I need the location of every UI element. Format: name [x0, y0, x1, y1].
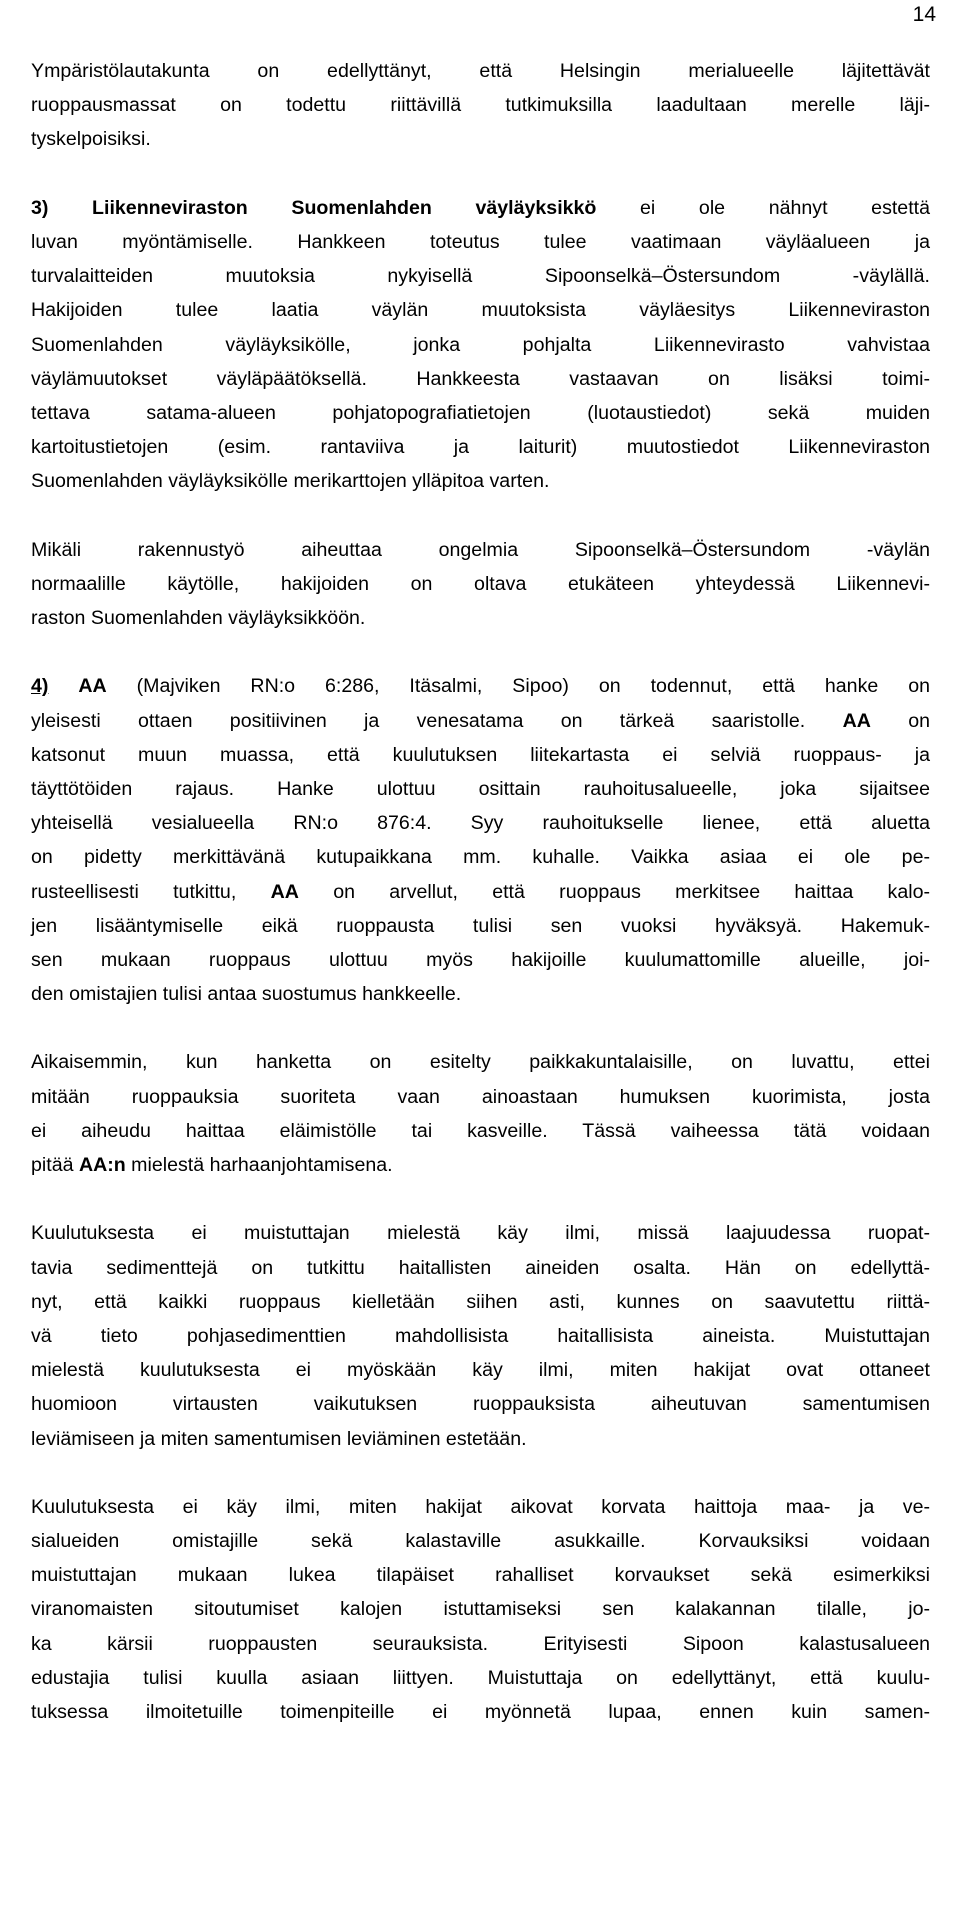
- text-segment: Ympäristölautakunta on edellyttänyt, että Helsingin merialueelle läjitettävät: [31, 60, 930, 82]
- text-line: [31, 54, 930, 88]
- text-segment: ei aiheudu haittaa eläimistölle tai kasveille. Tässä vaiheessa tätä voidaan: [31, 1119, 930, 1142]
- text-segment: [48, 675, 78, 697]
- text-segment: tettava satama-alueen pohjatopografiatietojen (luotaustiedot) sekä muiden: [31, 401, 930, 424]
- text-line: [31, 328, 930, 362]
- text-line: [31, 772, 930, 806]
- text-line: [31, 1080, 930, 1114]
- text-segment: on: [870, 709, 930, 732]
- text-line: [31, 1490, 930, 1524]
- text-line: [31, 396, 930, 430]
- text-segment: muistuttajan mukaan lukea tilapäiset rahalliset korvaukset sekä esimerkiksi: [31, 1564, 930, 1587]
- text-line: [31, 1045, 930, 1079]
- paragraph: [31, 191, 930, 499]
- paragraph: [31, 533, 930, 636]
- text-segment: den omistajien tulisi antaa suostumus hankkeelle.: [31, 983, 462, 1006]
- text-line: [31, 806, 930, 840]
- text-line: [31, 1319, 930, 1353]
- text-segment: on arvellut, että ruoppaus merkitsee haittaa kalo-: [298, 880, 931, 903]
- text-segment: leviämiseen ja miten samentumisen leviäminen estetään.: [31, 1427, 527, 1450]
- text-line: [31, 259, 930, 293]
- text-segment: tavia sedimenttejä on tutkittu haitallisten aineiden osalta. Hän on edellyttä-: [31, 1256, 930, 1279]
- text-line: [31, 704, 930, 738]
- text-line: [31, 1661, 930, 1695]
- text-line: [31, 1422, 930, 1456]
- text-segment: viranomaisten sitoutumiset kalojen istuttamiseksi sen kalakannan tilalle, jo-: [31, 1598, 930, 1621]
- text-segment: mitään ruoppauksia suoriteta vaan ainoastaan humuksen kuorimista, josta: [31, 1085, 930, 1108]
- text-line: [31, 1285, 930, 1319]
- text-segment: (Majviken RN:o 6:286, Itäsalmi, Sipoo) on todennut, että hanke on: [106, 675, 930, 698]
- text-segment: Suomenlahden väyläyksikölle, jonka pohjalta Liikennevirasto vahvistaa: [31, 333, 930, 356]
- text-line: [31, 1558, 930, 1592]
- page-number: 14: [912, 3, 936, 26]
- text-segment: väylämuutokset väyläpäätöksellä. Hankkeesta vastaavan on lisäksi toimi-: [31, 367, 930, 390]
- text-segment: yhteisellä vesialueella RN:o 876:4. Syy rauhoitukselle lienee, että aluetta: [31, 812, 930, 835]
- text-segment: vä tieto pohjasedimenttien mahdollisista haitallisista aineista. Muistuttajan: [31, 1324, 930, 1347]
- bold-text: AA: [270, 880, 299, 903]
- text-segment: ruoppausmassat on todettu riittävillä tutkimuksilla laadultaan merelle läji-: [31, 94, 930, 117]
- bold-text: 4): [31, 675, 49, 698]
- text-segment: Hakijoiden tulee laatia väylän muutoksista väyläesitys Liikenneviraston: [31, 299, 930, 322]
- text-line: [31, 1627, 930, 1661]
- text-segment: täyttötöiden rajaus. Hanke ulottuu osittain rauhoitusalueelle, joka sijaitsee: [31, 777, 930, 800]
- text-segment: tuksessa ilmoitetuille toimenpiteille ei myönnetä lupaa, ennen kuin samen-: [31, 1701, 930, 1723]
- text-segment: ka kärsii ruoppausten seurauksista. Erityisesti Sipoon kalastusalueen: [31, 1632, 930, 1655]
- text-segment: mielestä harhaanjohtamisena.: [125, 1154, 393, 1176]
- text-segment: raston Suomenlahden väyläyksikköön.: [31, 607, 366, 629]
- text-line: [31, 362, 930, 396]
- text-line: [31, 1524, 930, 1558]
- text-segment: turvalaitteiden muutoksia nykyisellä Sipoonselkä–Östersundom -väylällä.: [31, 265, 930, 288]
- text-segment: normaalille käytölle, hakijoiden on oltava etukäteen yhteydessä Liikennevi-: [31, 572, 930, 595]
- text-line: [31, 840, 930, 874]
- text-segment: nyt, että kaikki ruoppaus kielletään siihen asti, kunnes on saavutettu riittä-: [31, 1290, 930, 1313]
- text-segment: rusteellisesti tutkittu,: [31, 880, 271, 903]
- text-line: [31, 191, 930, 225]
- bold-text: AA: [842, 709, 871, 732]
- text-line: [31, 1216, 930, 1250]
- text-segment: Mikäli rakennustyö aiheuttaa ongelmia Sipoonselkä–Östersundom -väylän: [31, 538, 930, 561]
- text-line: [31, 533, 930, 567]
- text-segment: Kuulutuksesta ei muistuttajan mielestä käy ilmi, missä laajuudessa ruopat-: [31, 1222, 930, 1245]
- text-line: [31, 225, 930, 259]
- text-line: [31, 1353, 930, 1387]
- paragraph: [31, 1490, 930, 1729]
- text-segment: jen lisääntymiselle eikä ruoppausta tulisi sen vuoksi hyväksyä. Hakemuk-: [31, 914, 930, 937]
- text-segment: on pidetty merkittävänä kutupaikkana mm. kuhalle. Vaikka asiaa ei ole pe-: [31, 846, 930, 869]
- text-line: [31, 1251, 930, 1285]
- text-segment: luvan myöntämiselle. Hankkeen toteutus tulee vaatimaan väyläalueen ja: [31, 230, 930, 253]
- text-line: [31, 1114, 930, 1148]
- text-segment: Kuulutuksesta ei käy ilmi, miten hakijat aikovat korvata haittoja maa- ja ve-: [31, 1495, 930, 1518]
- text-line: [31, 738, 930, 772]
- text-segment: sen mukaan ruoppaus ulottuu myös hakijoille kuulumattomille alueille, joi-: [31, 948, 930, 971]
- text-segment: pitää: [31, 1154, 79, 1176]
- text-line: [31, 464, 930, 498]
- bold-text: 3) Liikenneviraston Suomenlahden väyläyksikkö: [31, 196, 597, 219]
- text-segment: tyskelpoisiksi.: [31, 128, 151, 151]
- paragraph: [31, 1216, 930, 1455]
- document-body: [31, 54, 930, 1729]
- text-line: [31, 293, 930, 327]
- text-segment: yleisesti ottaen positiivinen ja venesatama on tärkeä saaristolle.: [31, 709, 843, 732]
- paragraph: [31, 669, 930, 1011]
- text-line: [31, 567, 930, 601]
- text-line: [31, 601, 930, 635]
- text-segment: sialueiden omistajille sekä kalastaville asukkaille. Korvauksiksi voidaan: [31, 1530, 930, 1553]
- text-segment: edustajia tulisi kuulla asiaan liittyen. Muistuttaja on edellyttänyt, että kuulu-: [31, 1666, 930, 1689]
- text-segment: kartoitustietojen (esim. rantaviiva ja laiturit) muutostiedot Liikenneviraston: [31, 436, 930, 459]
- text-line: [31, 669, 930, 703]
- paragraph: [31, 54, 930, 157]
- text-segment: katsonut muun muassa, että kuulutuksen liitekartasta ei selviä ruoppaus- ja: [31, 743, 930, 766]
- text-line: [31, 909, 930, 943]
- text-line: [31, 122, 930, 156]
- text-line: [31, 88, 930, 122]
- text-line: [31, 430, 930, 464]
- text-line: [31, 1592, 930, 1626]
- bold-text: AA:n: [78, 1154, 126, 1176]
- text-line: [31, 1695, 930, 1729]
- text-segment: Suomenlahden väyläyksikölle merikarttojen ylläpitoa varten.: [31, 470, 550, 493]
- text-line: [31, 875, 930, 909]
- text-line: [31, 977, 930, 1011]
- bold-text: AA: [78, 675, 107, 698]
- text-line: [31, 1148, 930, 1182]
- text-line: [31, 1387, 930, 1421]
- text-segment: ei ole nähnyt estettä: [596, 196, 930, 219]
- text-segment: Aikaisemmin, kun hanketta on esitelty paikkakuntalaisille, on luvattu, ettei: [31, 1051, 930, 1074]
- paragraph: [31, 1045, 930, 1182]
- text-segment: mielestä kuulutuksesta ei myöskään käy ilmi, miten hakijat ovat ottaneet: [31, 1359, 930, 1382]
- text-line: [31, 943, 930, 977]
- text-segment: huomioon virtausten vaikutuksen ruoppauksista aiheutuvan samentumisen: [31, 1393, 930, 1416]
